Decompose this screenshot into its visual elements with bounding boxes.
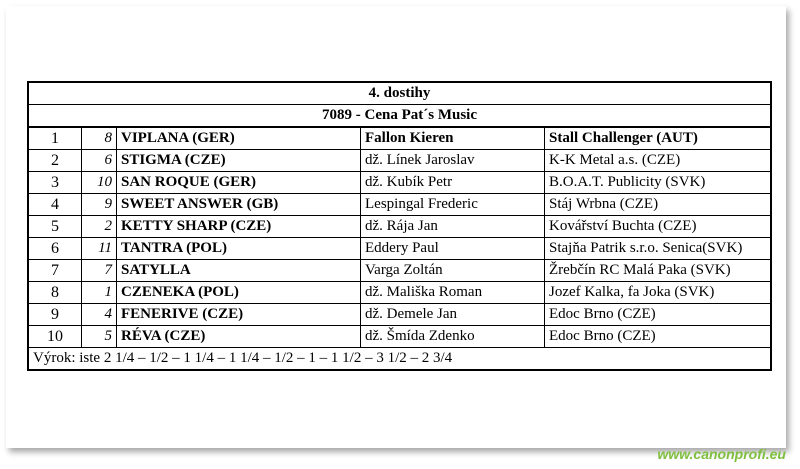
- table-row: [28, 150, 771, 172]
- horse-name: SAN ROQUE (GER): [117, 172, 361, 194]
- jockey-name: Lespingal Frederic: [361, 194, 545, 216]
- horse-name: TANTRA (POL): [117, 238, 361, 260]
- horse-name: RÉVA (CZE): [117, 326, 361, 348]
- table-row: [28, 194, 771, 216]
- jockey-name: dž. Kubík Petr: [361, 172, 545, 194]
- jockey-name: Eddery Paul: [361, 238, 545, 260]
- start-number: 10: [82, 172, 117, 194]
- finish-position: 6: [28, 238, 82, 260]
- finish-position: 5: [28, 216, 82, 238]
- start-number: 5: [82, 326, 117, 348]
- finish-position: 1: [28, 127, 82, 150]
- owner-name: Stall Challenger (AUT): [545, 127, 772, 150]
- owner-name: Kovářství Buchta (CZE): [545, 216, 772, 238]
- finish-position: 3: [28, 172, 82, 194]
- verdict-text: Výrok: iste 2 1/4 – 1/2 – 1 1/4 – 1 1/4 – 1/2 – 1 – 1 1/2 – 3 1/2 – 2 3/4: [28, 348, 771, 371]
- jockey-name: dž. Línek Jaroslav: [361, 150, 545, 172]
- race-results-table: [27, 81, 772, 371]
- finish-position: 8: [28, 282, 82, 304]
- owner-name: Jozef Kalka, fa Joka (SVK): [545, 282, 772, 304]
- jockey-name: Varga Zoltán: [361, 260, 545, 282]
- start-number: 11: [82, 238, 117, 260]
- owner-name: Žrebčín RC Malá Paka (SVK): [545, 260, 772, 282]
- jockey-name: dž. Rája Jan: [361, 216, 545, 238]
- owner-name: Stajňa Patrik s.r.o. Senica(SVK): [545, 238, 772, 260]
- table-row: [28, 172, 771, 194]
- start-number: 7: [82, 260, 117, 282]
- table-row: [28, 127, 771, 150]
- finish-position: 9: [28, 304, 82, 326]
- owner-name: Edoc Brno (CZE): [545, 304, 772, 326]
- finish-position: 2: [28, 150, 82, 172]
- horse-name: VIPLANA (GER): [117, 127, 361, 150]
- owner-name: Stáj Wrbna (CZE): [545, 194, 772, 216]
- table-row: [28, 304, 771, 326]
- start-number: 9: [82, 194, 117, 216]
- start-number: 8: [82, 127, 117, 150]
- owner-name: B.O.A.T. Publicity (SVK): [545, 172, 772, 194]
- horse-name: KETTY SHARP (CZE): [117, 216, 361, 238]
- race-subtitle: 7089 - Cena Pat´s Music: [28, 105, 771, 128]
- jockey-name: Fallon Kieren: [361, 127, 545, 150]
- race-title: 4. dostihy: [28, 82, 771, 105]
- owner-name: K-K Metal a.s. (CZE): [545, 150, 772, 172]
- horse-name: SATYLLA: [117, 260, 361, 282]
- horse-name: SWEET ANSWER (GB): [117, 194, 361, 216]
- finish-position: 10: [28, 326, 82, 348]
- start-number: 2: [82, 216, 117, 238]
- horse-name: STIGMA (CZE): [117, 150, 361, 172]
- table-row: [28, 238, 771, 260]
- race-subtitle-row: [28, 105, 771, 128]
- start-number: 6: [82, 150, 117, 172]
- table-row: [28, 282, 771, 304]
- race-title-row: [28, 82, 771, 105]
- finish-position: 7: [28, 260, 82, 282]
- watermark-text: www.canonprofi.eu: [657, 446, 786, 462]
- table-row: [28, 260, 771, 282]
- verdict-row: [28, 348, 771, 371]
- start-number: 4: [82, 304, 117, 326]
- horse-name: CZENEKA (POL): [117, 282, 361, 304]
- horse-name: FENERIVE (CZE): [117, 304, 361, 326]
- owner-name: Edoc Brno (CZE): [545, 326, 772, 348]
- jockey-name: dž. Šmída Zdenko: [361, 326, 545, 348]
- start-number: 1: [82, 282, 117, 304]
- jockey-name: dž. Demele Jan: [361, 304, 545, 326]
- jockey-name: dž. Mališka Roman: [361, 282, 545, 304]
- table-row: [28, 216, 771, 238]
- table-row: [28, 326, 771, 348]
- finish-position: 4: [28, 194, 82, 216]
